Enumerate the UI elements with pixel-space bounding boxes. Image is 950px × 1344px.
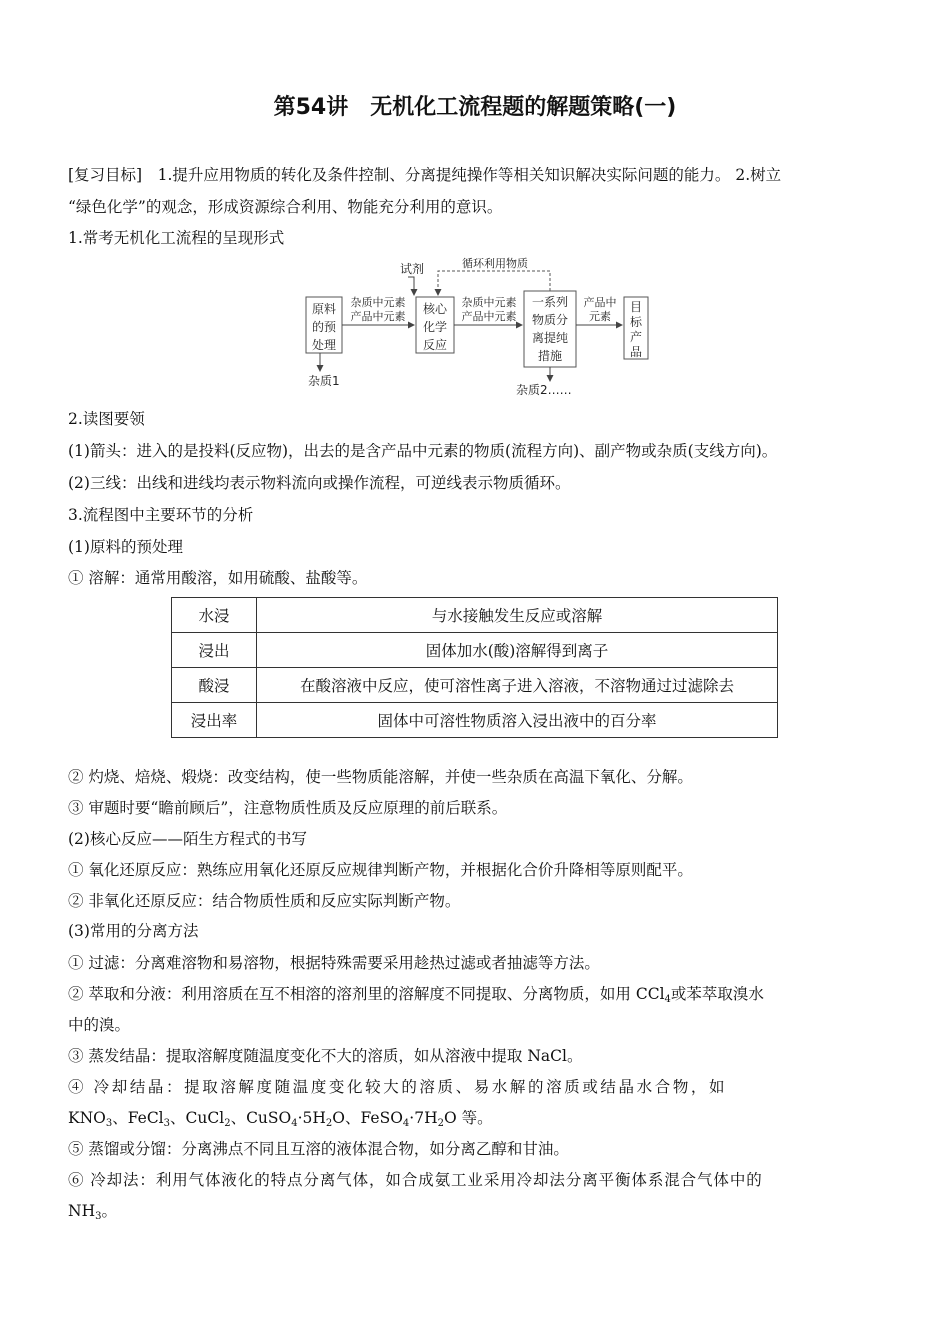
extraction-text-b: 或苯萃取溴水	[670, 985, 764, 1003]
redox-item: ① 氧化还原反应：熟练应用氧化还原反应规律判断产物，并根据化合价升降相等原则配平。	[68, 861, 693, 879]
table-definition: 与水接触发生反应或溶解	[257, 598, 778, 633]
formula-sub: 3	[163, 1118, 171, 1129]
flow-box1-line1: 原料	[311, 302, 337, 316]
table-row	[172, 633, 778, 668]
flow-box4-char1: 目	[629, 300, 643, 314]
extraction-item-line2: 中的溴。	[68, 1016, 131, 1034]
flow-arrow3-label1: 产品中	[583, 296, 617, 309]
formula-sub: 2	[325, 1118, 333, 1129]
formula-sub: 2	[437, 1118, 444, 1129]
flow-box3-line1: 一系列	[531, 295, 569, 309]
flow-arrow1-label2: 产品中元素	[350, 310, 406, 323]
extraction-item-line1	[68, 984, 883, 1004]
table-row	[172, 598, 778, 633]
flow-box4-char3: 产	[629, 330, 643, 344]
flow-recycle-label: 循环利用物质	[462, 257, 528, 270]
flow-box2-line1: 核心	[422, 302, 448, 316]
review-goals-text1: 1.提升应用物质的转化及条件控制、分离提纯操作等相关知识解决实际问题的能力。 2.树立	[142, 166, 782, 184]
formula-part: 。	[101, 1202, 117, 1220]
page-title: 第54讲 无机化工流程题的解题策略(一)	[273, 95, 677, 120]
section2-item2: (2)三线：出线和进线均表示物料流向或操作流程，可逆线表示物质循环。	[68, 474, 571, 492]
formula-sub: 3	[105, 1118, 113, 1129]
evaporation-item: ③ 蒸发结晶：提取溶解度随温度变化不大的溶质，如从溶液中提取 NaCl。	[68, 1047, 583, 1065]
cooling-gas-line2	[68, 1201, 883, 1221]
flow-arrow3-label2: 元素	[589, 310, 611, 323]
section2-heading: 2.读图要领	[68, 410, 145, 428]
formula-part: KNO	[68, 1109, 106, 1127]
flow-impurity2-label: 杂质2……	[516, 383, 572, 397]
extraction-text-a: ② 萃取和分液：利用溶质在互不相溶的溶剂里的溶解度不同提取、分离物质，如用 CCl	[68, 985, 665, 1003]
review-goals-line2: “绿色化学”的观念，形成资源综合利用、物能充分利用的意识。	[68, 198, 503, 216]
formula-part: NH	[68, 1202, 96, 1220]
table-definition: 在酸溶液中反应，使可溶性离子进入溶液，不溶物通过过滤除去	[257, 668, 778, 703]
formula-sub: 3	[95, 1211, 102, 1222]
formula-sub: 4	[402, 1118, 410, 1129]
formula-part: 、FeCl	[112, 1109, 164, 1127]
cooling-crystallization-line2	[68, 1108, 883, 1128]
flow-arrow2-label1: 杂质中元素	[461, 296, 517, 309]
review-goals-line1	[68, 165, 883, 185]
flow-impurity1-label: 杂质1	[308, 374, 340, 388]
formula-part: ·7H	[409, 1109, 438, 1127]
section3-sub3: (3)常用的分离方法	[68, 922, 199, 940]
table-term: 浸出率	[172, 703, 257, 738]
formula-part: 、CuCl	[170, 1109, 225, 1127]
table-term: 浸出	[172, 633, 257, 668]
nonredox-item: ② 非氧化还原反应：结合物质性质和反应实际判断产物。	[68, 892, 461, 910]
distillation-item: ⑤ 蒸馏或分馏：分离沸点不同且互溶的液体混合物，如分离乙醇和甘油。	[68, 1140, 569, 1158]
section2-item1: (1)箭头：进入的是投料(反应物)，出去的是含产品中元素的物质(流程方向)、副产物或杂质(支线方向)。	[68, 442, 778, 460]
filtration-item: ① 过滤：分离难溶物和易溶物，根据特殊需要采用趁热过滤或者抽滤等方法。	[68, 954, 600, 972]
formula-sub: 4	[291, 1118, 298, 1129]
section1-heading: 1.常考无机化工流程的呈现形式	[68, 229, 285, 247]
extraction-sub: 4	[664, 994, 671, 1005]
formula-part: O 等。	[443, 1109, 493, 1127]
flow-box1-line3: 处理	[311, 338, 337, 352]
flow-reagent-label: 试剂	[400, 262, 425, 276]
flow-arrow2-label2: 产品中元素	[461, 310, 517, 323]
flow-box1-line2: 的预	[311, 320, 337, 334]
leaching-table	[171, 597, 778, 738]
flow-box2-line3: 反应	[422, 338, 448, 352]
table-definition: 固体中可溶性物质溶入浸出液中的百分率	[257, 703, 778, 738]
section3-sub2: (2)核心反应——陌生方程式的书写	[68, 830, 307, 848]
flow-box3-line2: 物质分	[531, 313, 569, 327]
calcination-item: ② 灼烧、焙烧、煅烧：改变结构，使一些物质能溶解，并使一些杂质在高温下氧化、分解。	[68, 768, 693, 786]
cooling-crystallization-line1: ④ 冷却结晶：提取溶解度随温度变化较大的溶质、易水解的溶质或结晶水合物，如	[68, 1078, 728, 1096]
formula-sub: 2	[224, 1118, 231, 1129]
flow-box2-line2: 化学	[422, 320, 448, 334]
table-term: 水浸	[172, 598, 257, 633]
dissolve-item: ① 溶解：通常用酸溶，如用硫酸、盐酸等。	[68, 569, 368, 587]
formula-part: O、FeSO	[332, 1109, 403, 1127]
review-question-item: ③ 审题时要“瞻前顾后”，注意物质性质及反应原理的前后联系。	[68, 799, 508, 817]
review-goals-tag: [复习目标]	[68, 166, 143, 184]
table-row	[172, 668, 778, 703]
table-term: 酸浸	[172, 668, 257, 703]
flow-box3-line3: 离提纯	[531, 331, 569, 345]
table-row	[172, 703, 778, 738]
formula-part: ·5H	[297, 1109, 326, 1127]
flow-arrow1-label1: 杂质中元素	[350, 296, 406, 309]
flow-box3-line4: 措施	[537, 349, 563, 363]
flow-box4-char2: 标	[629, 315, 643, 329]
cooling-gas-line1: ⑥ 冷却法：利用气体液化的特点分离气体，如合成氨工业采用冷却法分离平衡体系混合气体中的	[68, 1171, 763, 1189]
section3-heading: 3.流程图中主要环节的分析	[68, 506, 254, 524]
flow-diagram	[300, 255, 660, 400]
table-definition: 固体加水(酸)溶解得到离子	[257, 633, 778, 668]
formula-part: 、CuSO	[230, 1109, 292, 1127]
section3-sub1: (1)原料的预处理	[68, 538, 183, 556]
flow-box4-char4: 品	[629, 345, 643, 359]
